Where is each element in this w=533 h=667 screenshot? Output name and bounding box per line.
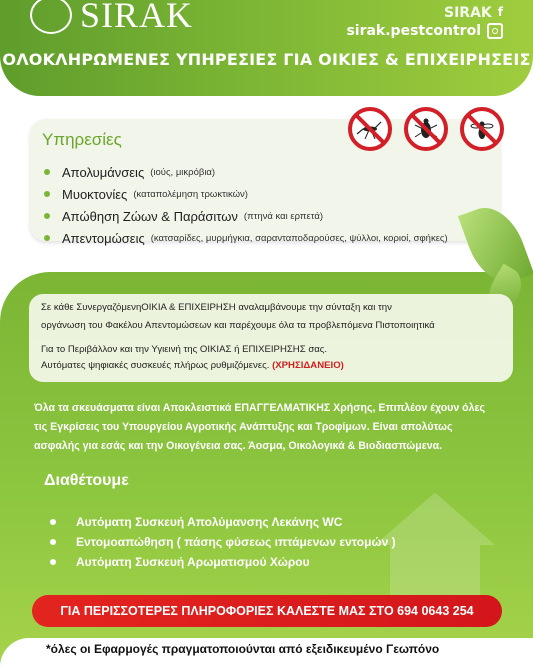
list-item (50, 552, 396, 572)
no-wasp-icon (460, 107, 504, 151)
service-name: Απολυμάνσεις (62, 164, 145, 180)
services-title: Υπηρεσίες (42, 130, 122, 149)
call-cta-button[interactable]: ΓΙΑ ΠΕΡΙΣΣΟΤΕΡΕΣ ΠΛΗΡΟΦΟΡΙΕΣ ΚΑΛΕΣΤΕ ΜΑΣ ΣΤΟ 694 0643 254 (32, 595, 502, 627)
services-list (44, 161, 448, 249)
offer-item: Αυτόματη Συσκευή Απολύμανσης Λεκάνης WC (76, 515, 343, 529)
info-line (41, 360, 344, 371)
statement-line: τις Εγκρίσεις του Υπουργείου Αγροτικής Ανάπτυξης και Τροφίμων. Είναι απολύτως (34, 421, 453, 433)
service-name: Απώθηση Ζώων & Παράσιτων (62, 208, 238, 224)
facebook-icon: f (497, 5, 503, 20)
list-item (44, 183, 448, 205)
instagram-handle[interactable]: sirak.pestcontrol (346, 23, 481, 40)
footnote: *όλες οι Εφαρμογές πραγματοποιούνται από εξειδικευμένο Γεωπόνο (0, 638, 533, 667)
leaf-logo-icon (30, 0, 72, 34)
bullet-icon (44, 235, 50, 241)
social-line: SIRAK (444, 5, 492, 21)
service-note: (ιούς, μικρόβια) (150, 166, 216, 178)
statement-line: Όλα τα σκευάσματα είναι Αποκλειστικά ΕΠΑΓΓΕΛΜΑΤΙΚΗΣ Χρήσης, Επιπλέον έχουν όλες (34, 402, 486, 414)
info-text: Αυτόματες ψηφιακές συσκευές πλήρως ρυθμιζόμενες. (41, 360, 270, 371)
list-item (44, 205, 448, 227)
info-box (29, 294, 513, 382)
no-cockroach-icon (404, 107, 448, 151)
list-item (44, 227, 448, 249)
no-mosquito-icon (348, 107, 392, 151)
service-note: (κατσαρίδες, μυρμήγκια, σαρανταποδαρούσες, ψύλλοι, κοριοί, σφήκες) (150, 232, 448, 244)
list-item (44, 161, 448, 183)
bullet-icon (50, 539, 56, 545)
brand-logo (30, 0, 193, 34)
info-line: οργάνωση του Φακέλου Απεντομώσεων και παρέχουμε όλα τα προβλεπόμενα Πιστοποιητικά (41, 320, 435, 331)
social-block (346, 4, 503, 40)
offer-item: Εντομοαπώθηση ( πάσης φύσεως ιπτάμενων εντομών ) (76, 535, 396, 549)
info-highlight: (ΧΡΗΣΙΔΑΝΕΙΟ) (272, 360, 344, 371)
list-item (50, 512, 396, 532)
bullet-icon (44, 169, 50, 175)
list-item (50, 532, 396, 552)
service-name: Απεντομώσεις (62, 230, 145, 246)
offer-list (50, 512, 396, 572)
bullet-icon (50, 559, 56, 565)
instagram-icon (487, 23, 503, 39)
info-line: Για το Περιβάλλον και την Υγιεινή της ΟΙΚΙΑΣ ή ΕΠΙΧΕΙΡΗΣΗΣ σας. (41, 344, 328, 355)
info-line: Σε κάθε ΣυνεργαζόμενηΟΙΚΙΑ & ΕΠΙΧΕΙΡΗΣΗ αναλαμβάνουμε την σύνταξη και την (41, 302, 392, 313)
service-note: (πτηνά και ερπετά) (243, 210, 323, 222)
offer-title: Διαθέτουμε (44, 472, 129, 489)
bullet-icon (44, 191, 50, 197)
service-note: (καταπολέμηση τρωκτικών) (133, 188, 248, 200)
bullet-icon (44, 213, 50, 219)
bullet-icon (50, 519, 56, 525)
service-name: Μυοκτονίες (62, 186, 128, 202)
statement-line: ασφαλής για εσάς και την Οικογένεια σας. Άοσμα, Οικολογικά & Βιοδιασπώμενα. (34, 440, 443, 452)
page-headline: ΟΛΟΚΛΗΡΩΜΕΝΕΣ ΥΠΗΡΕΣΙΕΣ ΓΙΑ ΟΙΚΙΕΣ & ΕΠΙΧΕΙΡΗΣΕΙΣ (2, 50, 531, 69)
pest-icons (348, 107, 504, 151)
header-banner (0, 0, 533, 96)
brand-name: SIRAK (80, 0, 194, 35)
offer-item: Αυτόματη Συσκευή Αρωματισμού Χώρου (76, 555, 310, 569)
